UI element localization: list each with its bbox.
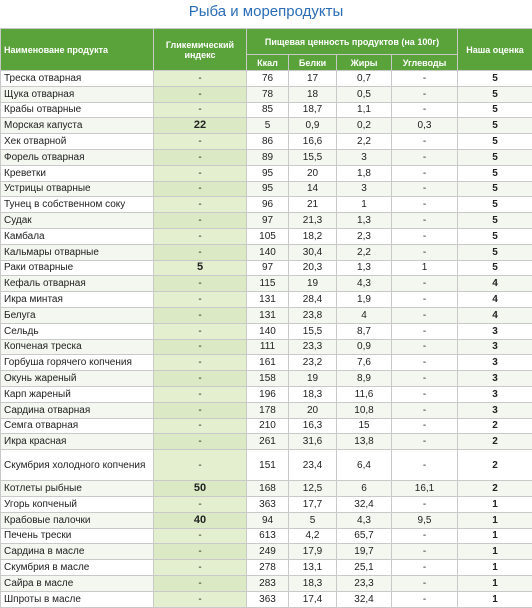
cell-protein: 15,5: [289, 323, 337, 339]
cell-kcal: 140: [247, 323, 289, 339]
cell-name: Камбала: [1, 228, 154, 244]
cell-score: 5: [458, 197, 532, 213]
cell-fat: 0,7: [337, 71, 392, 87]
cell-fat: 8,9: [337, 371, 392, 387]
cell-kcal: 613: [247, 528, 289, 544]
cell-kcal: 249: [247, 544, 289, 560]
cell-fat: 1,8: [337, 165, 392, 181]
cell-score: 1: [458, 512, 532, 528]
cell-fat: 32,4: [337, 591, 392, 607]
cell-kcal: 97: [247, 213, 289, 229]
cell-kcal: 96: [247, 197, 289, 213]
cell-carbs: -: [392, 228, 458, 244]
cell-fat: 3: [337, 149, 392, 165]
cell-carbs: -: [392, 307, 458, 323]
cell-kcal: 86: [247, 134, 289, 150]
cell-fat: 3: [337, 181, 392, 197]
table-row: [1, 496, 532, 512]
cell-carbs: -: [392, 134, 458, 150]
header-protein: Белки: [289, 55, 337, 71]
cell-score: 5: [458, 228, 532, 244]
cell-protein: 23,2: [289, 355, 337, 371]
cell-protein: 20: [289, 402, 337, 418]
cell-kcal: 363: [247, 496, 289, 512]
cell-protein: 20,3: [289, 260, 337, 276]
cell-name: Скумбрия холодного копчения: [1, 450, 154, 481]
cell-name: Щука отварная: [1, 86, 154, 102]
cell-gi: -: [154, 181, 247, 197]
cell-name: Скумбрия в масле: [1, 560, 154, 576]
cell-carbs: -: [392, 528, 458, 544]
cell-protein: 17: [289, 71, 337, 87]
table-row: [1, 402, 532, 418]
cell-score: 2: [458, 450, 532, 481]
cell-carbs: -: [392, 371, 458, 387]
table-row: [1, 450, 532, 481]
cell-name: Печень трески: [1, 528, 154, 544]
cell-score: 1: [458, 544, 532, 560]
cell-score: 2: [458, 434, 532, 450]
cell-protein: 18,3: [289, 575, 337, 591]
cell-gi: -: [154, 450, 247, 481]
cell-score: 3: [458, 339, 532, 355]
table-row: [1, 339, 532, 355]
cell-carbs: -: [392, 181, 458, 197]
table-row: [1, 544, 532, 560]
cell-name: Устрицы отварные: [1, 181, 154, 197]
cell-protein: 30,4: [289, 244, 337, 260]
cell-gi: -: [154, 307, 247, 323]
cell-gi: -: [154, 434, 247, 450]
table-row: [1, 386, 532, 402]
cell-carbs: -: [392, 71, 458, 87]
table-row: [1, 71, 532, 87]
cell-name: Судак: [1, 213, 154, 229]
cell-carbs: -: [392, 591, 458, 607]
table-row: [1, 102, 532, 118]
cell-fat: 6: [337, 481, 392, 497]
cell-gi: -: [154, 165, 247, 181]
cell-gi: -: [154, 323, 247, 339]
cell-carbs: -: [392, 213, 458, 229]
cell-gi: -: [154, 386, 247, 402]
cell-kcal: 140: [247, 244, 289, 260]
cell-protein: 21: [289, 197, 337, 213]
table-row: [1, 134, 532, 150]
cell-score: 3: [458, 402, 532, 418]
cell-protein: 19: [289, 276, 337, 292]
cell-gi: 40: [154, 512, 247, 528]
cell-protein: 23,4: [289, 450, 337, 481]
table-row: [1, 591, 532, 607]
cell-carbs: -: [392, 496, 458, 512]
cell-gi: -: [154, 418, 247, 434]
cell-gi: -: [154, 371, 247, 387]
cell-gi: -: [154, 244, 247, 260]
cell-gi: -: [154, 528, 247, 544]
table-row: [1, 292, 532, 308]
cell-fat: 32,4: [337, 496, 392, 512]
nutrition-table: [0, 28, 532, 608]
cell-carbs: -: [392, 386, 458, 402]
cell-protein: 28,4: [289, 292, 337, 308]
cell-kcal: 161: [247, 355, 289, 371]
cell-carbs: -: [392, 575, 458, 591]
cell-gi: -: [154, 339, 247, 355]
cell-fat: 25,1: [337, 560, 392, 576]
cell-gi: -: [154, 591, 247, 607]
cell-score: 2: [458, 418, 532, 434]
cell-score: 5: [458, 118, 532, 134]
cell-kcal: 95: [247, 181, 289, 197]
cell-fat: 0,5: [337, 86, 392, 102]
cell-score: 2: [458, 481, 532, 497]
cell-gi: 5: [154, 260, 247, 276]
header-gi: Гликемический индекс: [154, 29, 247, 71]
cell-kcal: 261: [247, 434, 289, 450]
table-row: [1, 528, 532, 544]
cell-fat: 7,6: [337, 355, 392, 371]
cell-fat: 65,7: [337, 528, 392, 544]
cell-fat: 2,2: [337, 134, 392, 150]
cell-fat: 0,9: [337, 339, 392, 355]
cell-score: 4: [458, 307, 532, 323]
cell-carbs: -: [392, 450, 458, 481]
cell-carbs: -: [392, 86, 458, 102]
table-body: [1, 71, 532, 608]
cell-score: 1: [458, 528, 532, 544]
table-row: [1, 197, 532, 213]
cell-gi: -: [154, 544, 247, 560]
table-row: [1, 181, 532, 197]
cell-fat: 1,1: [337, 102, 392, 118]
cell-fat: 8,7: [337, 323, 392, 339]
cell-carbs: -: [392, 323, 458, 339]
cell-protein: 18,2: [289, 228, 337, 244]
cell-fat: 19,7: [337, 544, 392, 560]
header-score: Наша оценка: [458, 29, 532, 71]
table-row: [1, 418, 532, 434]
cell-name: Копченая треска: [1, 339, 154, 355]
header-carbs: Углеводы: [392, 55, 458, 71]
cell-carbs: -: [392, 544, 458, 560]
cell-score: 3: [458, 371, 532, 387]
cell-fat: 4,3: [337, 512, 392, 528]
table-row: [1, 323, 532, 339]
cell-carbs: -: [392, 560, 458, 576]
header-kcal: Ккал: [247, 55, 289, 71]
cell-kcal: 131: [247, 292, 289, 308]
cell-gi: -: [154, 496, 247, 512]
cell-kcal: 115: [247, 276, 289, 292]
cell-carbs: -: [392, 339, 458, 355]
cell-protein: 5: [289, 512, 337, 528]
cell-protein: 18,7: [289, 102, 337, 118]
table-header: [1, 29, 532, 71]
cell-score: 5: [458, 260, 532, 276]
cell-gi: -: [154, 149, 247, 165]
cell-carbs: -: [392, 355, 458, 371]
cell-kcal: 105: [247, 228, 289, 244]
cell-name: Морская капуста: [1, 118, 154, 134]
cell-score: 5: [458, 165, 532, 181]
cell-protein: 15,5: [289, 149, 337, 165]
cell-gi: -: [154, 228, 247, 244]
header-fat: Жиры: [337, 55, 392, 71]
cell-kcal: 76: [247, 71, 289, 87]
cell-name: Хек отварной: [1, 134, 154, 150]
cell-protein: 13,1: [289, 560, 337, 576]
table-row: [1, 213, 532, 229]
cell-protein: 12,5: [289, 481, 337, 497]
cell-kcal: 89: [247, 149, 289, 165]
cell-carbs: -: [392, 102, 458, 118]
cell-score: 1: [458, 496, 532, 512]
cell-kcal: 94: [247, 512, 289, 528]
cell-carbs: -: [392, 292, 458, 308]
cell-carbs: -: [392, 165, 458, 181]
cell-score: 5: [458, 86, 532, 102]
cell-kcal: 97: [247, 260, 289, 276]
cell-name: Кефаль отварная: [1, 276, 154, 292]
cell-kcal: 78: [247, 86, 289, 102]
cell-score: 5: [458, 181, 532, 197]
cell-name: Котлеты рыбные: [1, 481, 154, 497]
cell-fat: 23,3: [337, 575, 392, 591]
cell-name: Крабы отварные: [1, 102, 154, 118]
cell-fat: 10,8: [337, 402, 392, 418]
table-row: [1, 307, 532, 323]
cell-fat: 2,2: [337, 244, 392, 260]
cell-fat: 6,4: [337, 450, 392, 481]
cell-protein: 4,2: [289, 528, 337, 544]
cell-protein: 19: [289, 371, 337, 387]
cell-gi: 50: [154, 481, 247, 497]
cell-kcal: 363: [247, 591, 289, 607]
cell-carbs: -: [392, 402, 458, 418]
cell-kcal: 131: [247, 307, 289, 323]
cell-score: 5: [458, 149, 532, 165]
cell-kcal: 196: [247, 386, 289, 402]
cell-name: Сайра в масле: [1, 575, 154, 591]
cell-protein: 16,6: [289, 134, 337, 150]
cell-name: Шпроты в масле: [1, 591, 154, 607]
cell-name: Сардина отварная: [1, 402, 154, 418]
cell-kcal: 283: [247, 575, 289, 591]
cell-protein: 23,3: [289, 339, 337, 355]
cell-protein: 14: [289, 181, 337, 197]
page-title: Рыба и морепродукты: [0, 0, 532, 28]
cell-name: Семга отварная: [1, 418, 154, 434]
table-row: [1, 260, 532, 276]
cell-fat: 1,9: [337, 292, 392, 308]
header-nutrition: Пищевая ценность продуктов (на 100г): [247, 29, 458, 55]
cell-name: Форель отварная: [1, 149, 154, 165]
cell-score: 5: [458, 134, 532, 150]
cell-kcal: 111: [247, 339, 289, 355]
cell-fat: 11,6: [337, 386, 392, 402]
cell-protein: 31,6: [289, 434, 337, 450]
cell-fat: 1: [337, 197, 392, 213]
cell-name: Горбуша горячего копчения: [1, 355, 154, 371]
cell-score: 3: [458, 386, 532, 402]
cell-name: Белуга: [1, 307, 154, 323]
cell-score: 5: [458, 244, 532, 260]
cell-gi: 22: [154, 118, 247, 134]
cell-name: Окунь жареный: [1, 371, 154, 387]
table-row: [1, 118, 532, 134]
cell-name: Икра красная: [1, 434, 154, 450]
cell-name: Сардина в масле: [1, 544, 154, 560]
cell-protein: 16,3: [289, 418, 337, 434]
cell-name: Карп жареный: [1, 386, 154, 402]
cell-carbs: -: [392, 197, 458, 213]
cell-protein: 20: [289, 165, 337, 181]
cell-protein: 18,3: [289, 386, 337, 402]
cell-carbs: 16,1: [392, 481, 458, 497]
cell-gi: -: [154, 86, 247, 102]
cell-protein: 17,9: [289, 544, 337, 560]
cell-name: Креветки: [1, 165, 154, 181]
cell-name: Тунец в собственном соку: [1, 197, 154, 213]
cell-gi: -: [154, 575, 247, 591]
cell-carbs: -: [392, 276, 458, 292]
table-row: [1, 86, 532, 102]
cell-kcal: 168: [247, 481, 289, 497]
cell-gi: -: [154, 197, 247, 213]
cell-score: 4: [458, 276, 532, 292]
cell-protein: 18: [289, 86, 337, 102]
cell-carbs: 1: [392, 260, 458, 276]
cell-fat: 0,2: [337, 118, 392, 134]
cell-fat: 13,8: [337, 434, 392, 450]
cell-protein: 23,8: [289, 307, 337, 323]
cell-gi: -: [154, 102, 247, 118]
cell-carbs: -: [392, 149, 458, 165]
cell-kcal: 85: [247, 102, 289, 118]
table-row: [1, 276, 532, 292]
table-row: [1, 481, 532, 497]
cell-score: 4: [458, 292, 532, 308]
cell-gi: -: [154, 213, 247, 229]
cell-name: Кальмары отварные: [1, 244, 154, 260]
cell-score: 5: [458, 71, 532, 87]
cell-protein: 17,4: [289, 591, 337, 607]
cell-fat: 2,3: [337, 228, 392, 244]
table-row: [1, 228, 532, 244]
cell-carbs: -: [392, 418, 458, 434]
table-row: [1, 560, 532, 576]
cell-name: Сельдь: [1, 323, 154, 339]
cell-fat: 1,3: [337, 213, 392, 229]
cell-score: 5: [458, 102, 532, 118]
cell-gi: -: [154, 355, 247, 371]
cell-score: 1: [458, 591, 532, 607]
cell-name: Икра минтая: [1, 292, 154, 308]
cell-carbs: 9,5: [392, 512, 458, 528]
cell-score: 1: [458, 575, 532, 591]
table-row: [1, 371, 532, 387]
table-row: [1, 165, 532, 181]
cell-gi: -: [154, 276, 247, 292]
cell-fat: 15: [337, 418, 392, 434]
header-name: Наименоване продукта: [1, 29, 154, 71]
table-row: [1, 575, 532, 591]
cell-gi: -: [154, 560, 247, 576]
cell-kcal: 5: [247, 118, 289, 134]
cell-kcal: 95: [247, 165, 289, 181]
cell-kcal: 278: [247, 560, 289, 576]
cell-carbs: -: [392, 434, 458, 450]
cell-fat: 4: [337, 307, 392, 323]
table-row: [1, 434, 532, 450]
cell-kcal: 158: [247, 371, 289, 387]
cell-fat: 1,3: [337, 260, 392, 276]
cell-protein: 21,3: [289, 213, 337, 229]
cell-protein: 17,7: [289, 496, 337, 512]
cell-kcal: 210: [247, 418, 289, 434]
cell-carbs: -: [392, 244, 458, 260]
cell-score: 1: [458, 560, 532, 576]
cell-carbs: 0,3: [392, 118, 458, 134]
cell-score: 3: [458, 323, 532, 339]
cell-protein: 0,9: [289, 118, 337, 134]
cell-gi: -: [154, 402, 247, 418]
cell-kcal: 151: [247, 450, 289, 481]
table-row: [1, 512, 532, 528]
cell-fat: 4,3: [337, 276, 392, 292]
cell-score: 5: [458, 213, 532, 229]
table-row: [1, 149, 532, 165]
cell-score: 3: [458, 355, 532, 371]
cell-name: Угорь копченый: [1, 496, 154, 512]
cell-kcal: 178: [247, 402, 289, 418]
cell-name: Крабовые палочки: [1, 512, 154, 528]
table-row: [1, 355, 532, 371]
cell-gi: -: [154, 134, 247, 150]
cell-name: Треска отварная: [1, 71, 154, 87]
cell-gi: -: [154, 71, 247, 87]
cell-gi: -: [154, 292, 247, 308]
table-row: [1, 244, 532, 260]
cell-name: Раки отварные: [1, 260, 154, 276]
